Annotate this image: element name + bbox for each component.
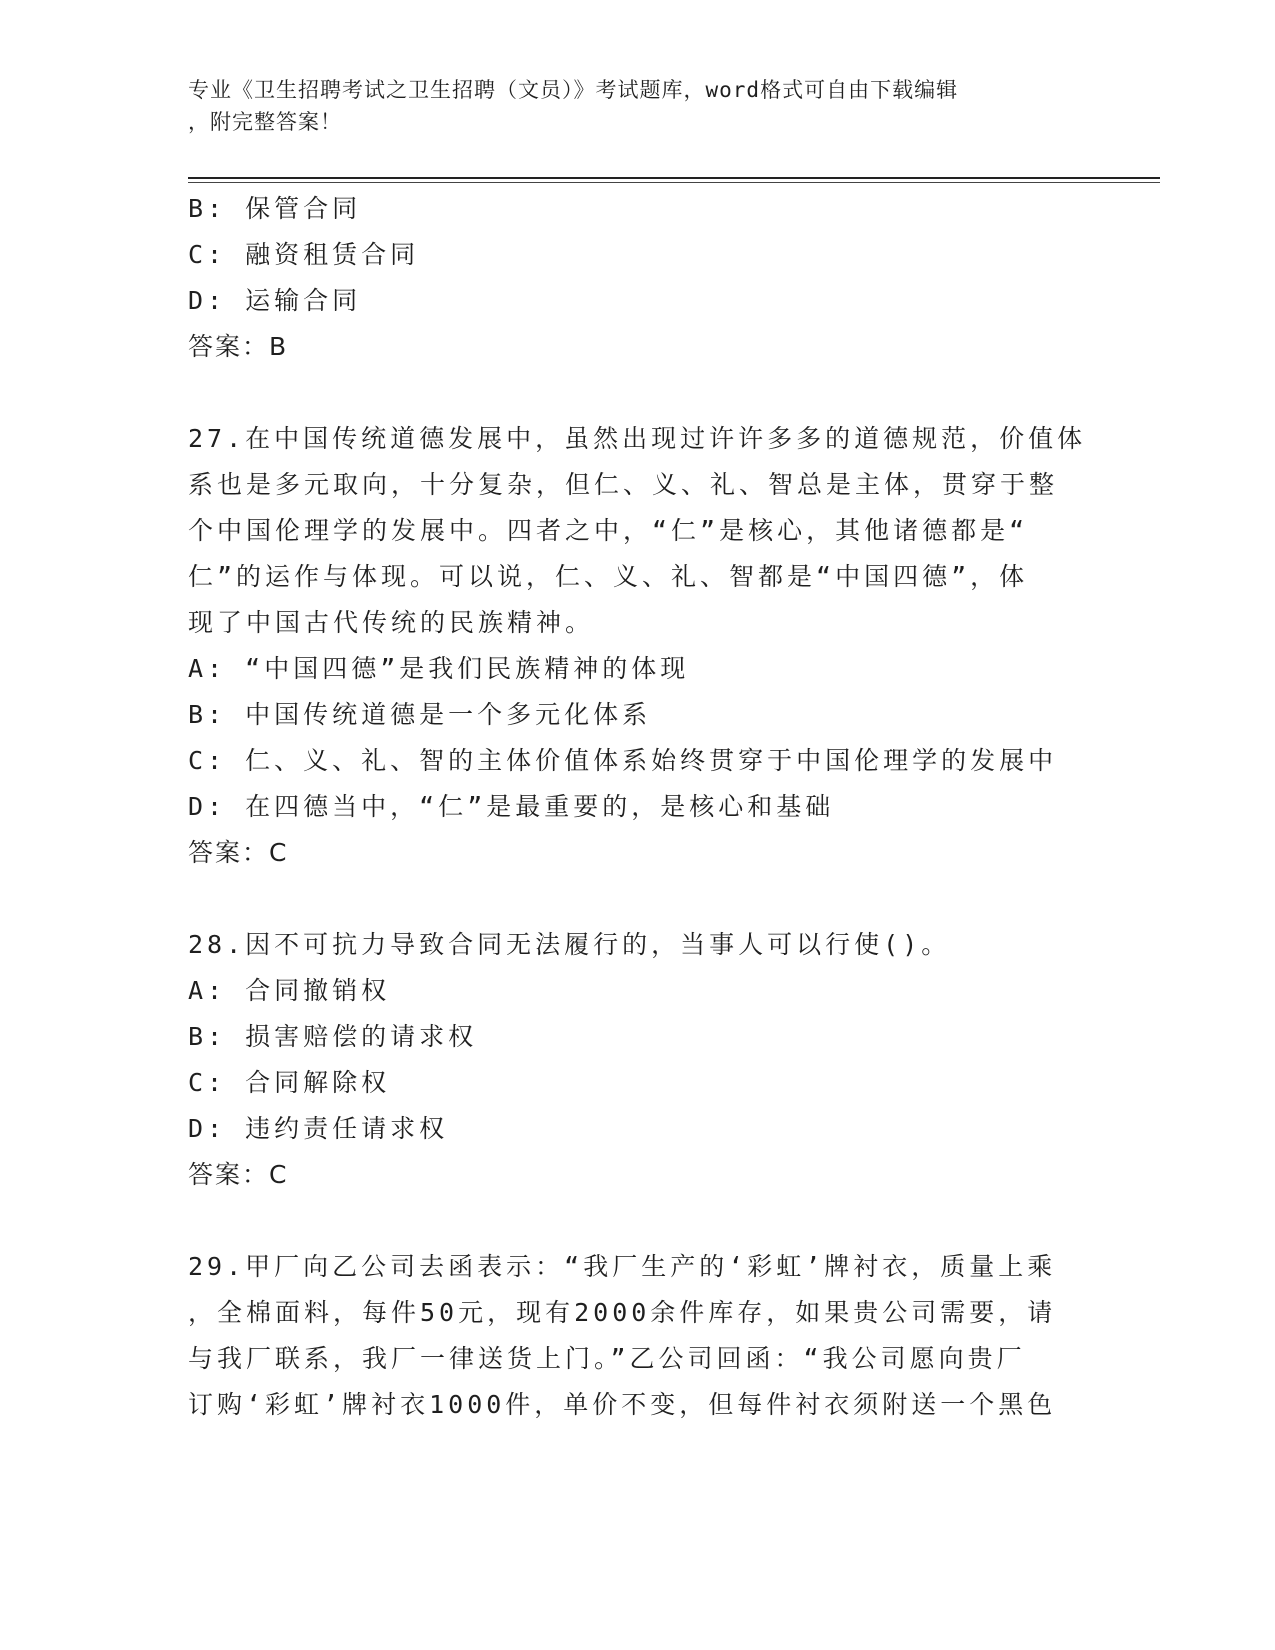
q27-stem-line: 个中国伦理学的发展中。四者之中，“仁”是核心，其他诸德都是“	[188, 516, 1029, 545]
question-content	[188, 186, 1088, 1428]
q26-option-b: B: 保管合同	[188, 194, 362, 223]
question-gap	[188, 876, 1088, 922]
question-27	[188, 416, 1088, 876]
header-divider-thin	[188, 182, 1160, 183]
header-line-2: ，附完整答案！	[188, 110, 342, 134]
header-divider-thick	[188, 177, 1160, 179]
q27-option-d: D: 在四德当中，“仁”是最重要的，是核心和基础	[188, 792, 835, 821]
q28-answer: 答案：C	[188, 1160, 289, 1189]
q28-option-d: D: 违约责任请求权	[188, 1114, 449, 1143]
question-gap	[188, 1198, 1088, 1244]
q26-answer: 答案：B	[188, 332, 289, 361]
header-line-1: 专业《卫生招聘考试之卫生招聘（文员）》考试题库，word格式可自由下载编辑	[188, 78, 959, 102]
q27-option-c: C: 仁、义、礼、智的主体价值体系始终贯穿于中国伦理学的发展中	[188, 746, 1058, 775]
q26-option-c: C: 融资租赁合同	[188, 240, 420, 269]
q27-stem-line: 现了中国古代传统的民族精神。	[188, 608, 595, 637]
q27-stem-line: 仁”的运作与体现。可以说，仁、义、礼、智都是“中国四德”，体	[188, 562, 1029, 591]
document-header	[188, 74, 1088, 138]
q29-stem-line: 与我厂联系，我厂一律送货上门。”乙公司回函：“我公司愿向贵厂	[188, 1344, 1026, 1373]
question-29	[188, 1244, 1088, 1428]
question-26-tail	[188, 186, 1088, 370]
q28-option-b: B: 损害赔偿的请求权	[188, 1022, 478, 1051]
q27-option-b: B: 中国传统道德是一个多元化体系	[188, 700, 652, 729]
q27-stem-line: 27.在中国传统道德发展中，虽然出现过许许多多的道德规范，价值体	[188, 424, 1087, 453]
q28-stem: 28.因不可抗力导致合同无法履行的，当事人可以行使()。	[188, 930, 951, 959]
q29-stem-line: 订购‘彩虹’牌衬衣1000件，单价不变，但每件衬衣须附送一个黑色	[188, 1390, 1057, 1419]
q26-option-d: D: 运输合同	[188, 286, 362, 315]
q27-option-a: A: “中国四德”是我们民族精神的体现	[188, 654, 690, 683]
question-gap	[188, 370, 1088, 416]
q28-option-c: C: 合同解除权	[188, 1068, 391, 1097]
q27-stem-line: 系也是多元取向，十分复杂，但仁、义、礼、智总是主体，贯穿于整	[188, 470, 1059, 499]
q29-stem-line: 29.甲厂向乙公司去函表示：“我厂生产的‘彩虹’牌衬衣，质量上乘	[188, 1252, 1057, 1281]
q28-option-a: A: 合同撤销权	[188, 976, 391, 1005]
q29-stem-line: ，全棉面料，每件50元，现有2000余件库存，如果贵公司需要，请	[188, 1298, 1057, 1327]
question-28	[188, 922, 1088, 1198]
q27-answer: 答案：C	[188, 838, 289, 867]
